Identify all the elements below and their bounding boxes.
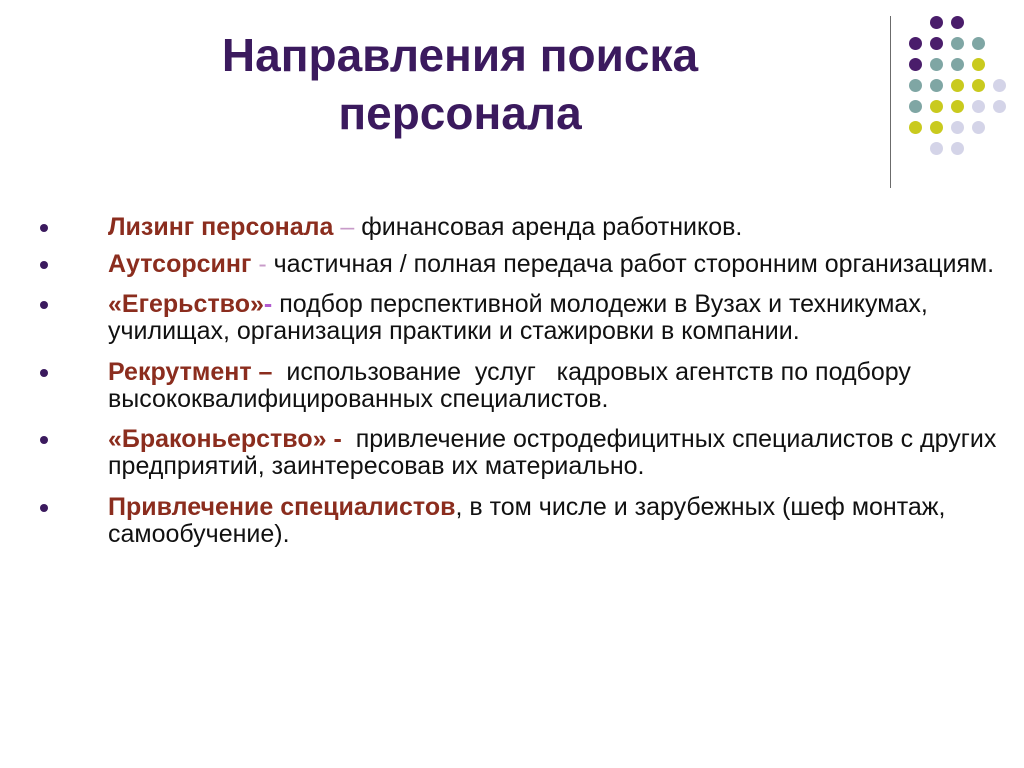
item-separator: - — [251, 250, 274, 278]
decor-dot — [909, 121, 922, 134]
decor-dot — [951, 100, 964, 113]
decor-dot — [930, 142, 943, 155]
decor-dot — [951, 37, 964, 50]
decor-dot — [972, 79, 985, 92]
list-item — [40, 251, 1000, 278]
bullet-dot-icon — [40, 261, 48, 269]
title-line-1: Направления поиска — [221, 29, 699, 81]
item-term: «Браконьерство» - — [108, 425, 342, 453]
list-item — [40, 214, 1000, 241]
bullet-dot-icon — [40, 301, 48, 309]
bullet-list — [40, 214, 1000, 560]
decor-dot — [930, 79, 943, 92]
decor-dot — [909, 37, 922, 50]
decor-dot — [930, 58, 943, 71]
item-term: Аутсорсинг — [108, 250, 252, 278]
item-separator: - — [263, 290, 280, 318]
decor-dot — [972, 58, 985, 71]
decor-dot — [951, 79, 964, 92]
bullet-dot-icon — [40, 504, 48, 512]
item-text: частичная / полная передача работ сторонним организациям. — [273, 250, 995, 278]
bullet-dot-icon — [40, 436, 48, 444]
bullet-dot-icon — [40, 369, 48, 377]
item-text: использование услуг кадровых агентств по подбору высококвалифицированных специалистов. — [108, 358, 918, 413]
list-item — [40, 291, 1000, 345]
list-item — [40, 494, 1000, 548]
decor-dot — [930, 16, 943, 29]
title-line-2: персонала — [338, 87, 582, 139]
bullet-dot-icon — [40, 224, 48, 232]
list-item — [40, 426, 1000, 480]
decor-dot — [972, 37, 985, 50]
item-text: привлечение остродефицитных специалистов с других предприятий, заинтересовав их материально. — [108, 425, 997, 480]
decor-dot — [951, 58, 964, 71]
item-separator — [272, 358, 286, 386]
decor-dot — [909, 79, 922, 92]
decor-dot — [972, 100, 985, 113]
item-term: Лизинг персонала — [108, 213, 334, 241]
decor-dot — [951, 142, 964, 155]
item-text: финансовая аренда работников. — [361, 213, 743, 241]
decor-dot — [909, 58, 922, 71]
decor-dot — [951, 16, 964, 29]
decor-dot — [972, 121, 985, 134]
slide-title — [150, 26, 770, 142]
item-separator: – — [333, 213, 362, 241]
decor-dot — [909, 100, 922, 113]
list-item — [40, 359, 1000, 413]
item-term: «Егерьство» — [108, 290, 264, 318]
item-text: подбор перспективной молодежи в Вузах и техникумах, училищах, организация практики и стажировки в компании. — [108, 290, 928, 345]
item-term: Привлечение специалистов — [108, 493, 456, 521]
item-term: Рекрутмент – — [108, 358, 273, 386]
item-separator — [342, 425, 356, 453]
decor-dot — [930, 100, 943, 113]
item-text: , в том числе и зарубежных (шеф монтаж, самообучение). — [108, 493, 946, 548]
decor-dot — [993, 100, 1006, 113]
decor-dot — [930, 37, 943, 50]
decor-dot — [930, 121, 943, 134]
dot-grid-icon — [904, 14, 1014, 170]
decor-dot — [951, 121, 964, 134]
vertical-divider — [890, 16, 891, 188]
decor-dot — [993, 79, 1006, 92]
